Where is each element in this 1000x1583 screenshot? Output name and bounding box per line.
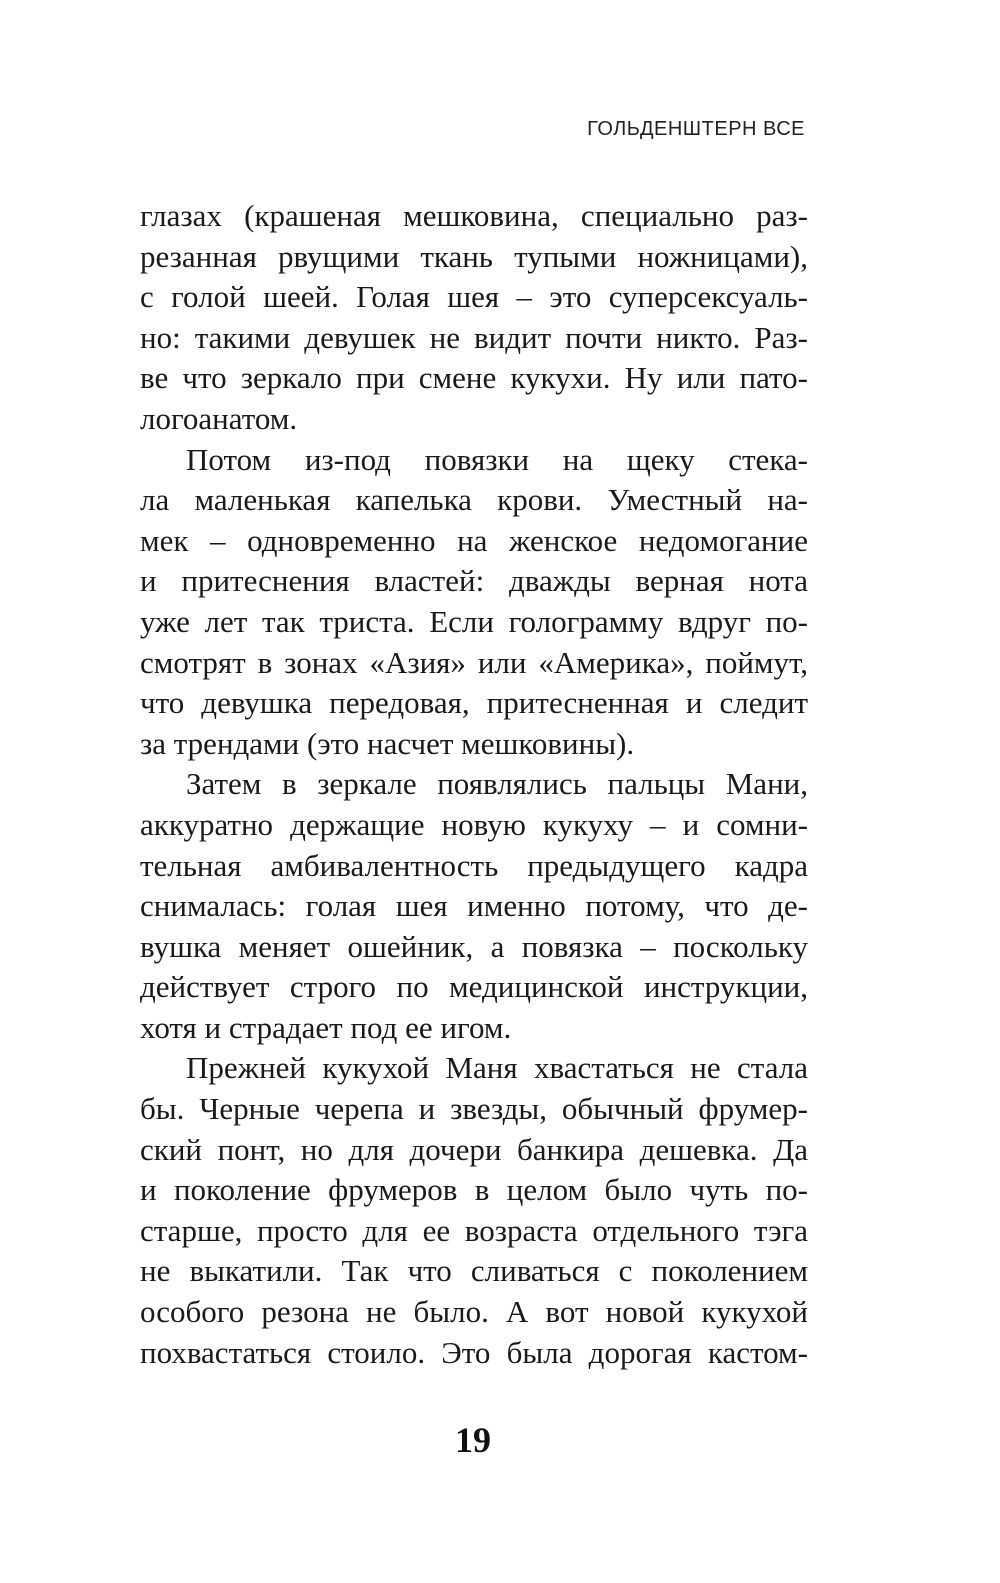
text-line: за трендами (это насчет мешковины). [140, 725, 635, 761]
text-line: тельная амбивалентность предыдущего кадра [140, 847, 808, 883]
text-line: Потом из-под повязки на щеку стека- [186, 441, 808, 477]
text-line: особого резона не было. А вот новой кукухой [140, 1294, 808, 1330]
text-line: уже лет так триста. Если голограмму вдруг по- [140, 603, 808, 639]
paragraph-4 [140, 1048, 808, 1373]
body-text [140, 196, 808, 1373]
running-head: ГОЛЬДЕНШТЕРН ВСЕ [587, 118, 805, 140]
text-line: не выкатили. Так что сливаться с поколением [140, 1253, 808, 1289]
paragraph-1 [140, 196, 808, 440]
text-line: и поколение фрумеров в целом было чуть по- [140, 1172, 808, 1208]
text-line: ский понт, но для дочери банкира дешевка. Да [140, 1131, 808, 1167]
text-line: с голой шеей. Голая шея – это суперсексуаль- [140, 279, 808, 315]
text-line: и притеснения властей: дважды верная нота [140, 563, 808, 599]
text-line: вушка меняет ошейник, а повязка – поскольку [140, 928, 808, 964]
text-line: аккуратно держащие новую кукуху – и сомни- [140, 806, 808, 842]
text-line: ве что зеркало при смене кукухи. Ну или пато- [140, 360, 808, 396]
text-line: смотрят в зонах «Азия» или «Америка», поймут, [140, 644, 808, 680]
text-line: действует строго по медицинской инструкции, [140, 969, 808, 1005]
text-line: но: такими девушек не видит почти никто. Раз- [140, 319, 808, 355]
text-line: ла маленькая капелька крови. Уместный на- [140, 482, 808, 518]
page-number: 19 [455, 1420, 491, 1460]
text-line: глазах (крашеная мешковина, специально раз- [140, 198, 808, 233]
text-line: похвастаться стоило. Это была дорогая кастом- [140, 1334, 808, 1370]
paragraph-3 [140, 764, 808, 1048]
text-line: снималась: голая шея именно потому, что де- [140, 888, 808, 924]
text-line: мек – одновременно на женское недомогание [140, 522, 808, 558]
text-line: Прежней кукухой Маня хвастаться не стала [186, 1050, 808, 1086]
text-line: что девушка передовая, притесненная и следит [140, 685, 808, 721]
text-line: резанная рвущими ткань тупыми ножницами), [140, 238, 808, 274]
paragraph-2 [140, 440, 808, 765]
text-line: старше, просто для ее возраста отдельного тэга [140, 1212, 808, 1248]
text-line: логоанатом. [140, 400, 298, 436]
text-line: хотя и страдает под ее игом. [140, 1009, 512, 1045]
text-line: Затем в зеркале появлялись пальцы Мани, [186, 766, 808, 802]
text-line: бы. Черные черепа и звезды, обычный фрумер- [140, 1091, 808, 1127]
